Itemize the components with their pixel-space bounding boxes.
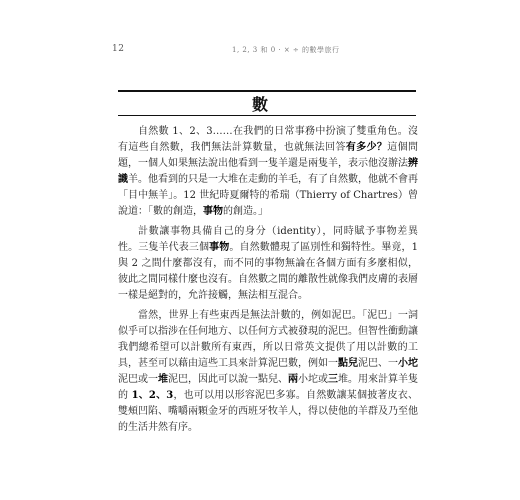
text-run: 小坨或 [298,374,328,385]
text-run: 泥巴或一 [118,374,158,385]
paragraph [118,124,418,220]
emphasis-text: 事物 [209,242,230,253]
emphasis-text: 堆 [158,374,168,385]
text-run: 泥巴、一 [358,358,398,369]
text-run: ，也可以用以形容泥巴多寡。自然數讓某個披著皮衣、雙頰凹陷、嘴嚼兩顆金牙的西班牙牧羊人，得以使他的羊群及乃至他的生活井然有序。 [118,390,418,433]
body-text [118,124,418,440]
text-run: 這個問題，一個人如果無法說出他看到一隻羊還是兩隻羊，表示他沒辦法 [118,142,419,169]
emphasis-text: 有多少？ [345,142,388,153]
emphasis-text: 兩 [288,374,298,385]
page-number: 12 [112,44,125,54]
emphasis-text: 小坨 [398,358,418,369]
text-run: 泥巴，因此可以說一點兒、 [168,374,288,385]
emphasis-text: 三 [328,374,338,385]
emphasis-text: 1、2、3 [131,390,174,401]
emphasis-text: 兒 [348,358,358,369]
heading-rule-bottom [118,115,416,116]
text-run: 的創造。」 [223,206,268,217]
paragraph [118,224,418,304]
emphasis-text: 點 [338,358,348,369]
text-run: 堆。用來計算羊隻的 [118,374,418,401]
running-title: 1, 2, 3 和 0 · × ÷ 的數學旅行 [232,46,340,54]
text-run: 計數讓事物具備自己的身分（identity），同時賦予事物差異性。三隻羊代表三個 [118,226,418,253]
emphasis-text: 辨識 [118,158,418,185]
emphasis-text: 事物 [203,206,223,217]
text-run: 。自然數體現了區別性和獨特性。畢竟，1 與 2 之間什麼都沒有，而不同的事物無論在各個方面有多麼相似，彼此之間同樣什麼也沒有。自然數之間的離散性就像我們皮膚的表層一樣是絕對的，允許接觸，無法相互混合。 [118,242,418,301]
chapter-title: 數 [251,95,268,114]
text-run: 自然數 1、2、3……在我們的日常事務中扮演了雙重角色。沒有這些自然數，我們無法計算數量，也就無法回答 [118,126,418,153]
paragraph [118,308,418,436]
text-run: 羊。他看到的只是一大堆在走動的羊毛，有了自然數，他就不會再「目中無羊」。12 世紀時夏爾特的希瑞（Thierry of Chartres）曾說道：「數的創造， [118,174,418,217]
text-run: 當然，世界上有些東西是無法計數的，例如泥巴。「泥巴」一詞似乎可以指涉在任何地方、以任何方式被發現的泥巴。但智性衝動讓我們總希望可以計數所有東西，所以日常英文提供了用以計數的工具，甚至可以藉由這些工具來計算泥巴數，例如一 [118,310,418,369]
